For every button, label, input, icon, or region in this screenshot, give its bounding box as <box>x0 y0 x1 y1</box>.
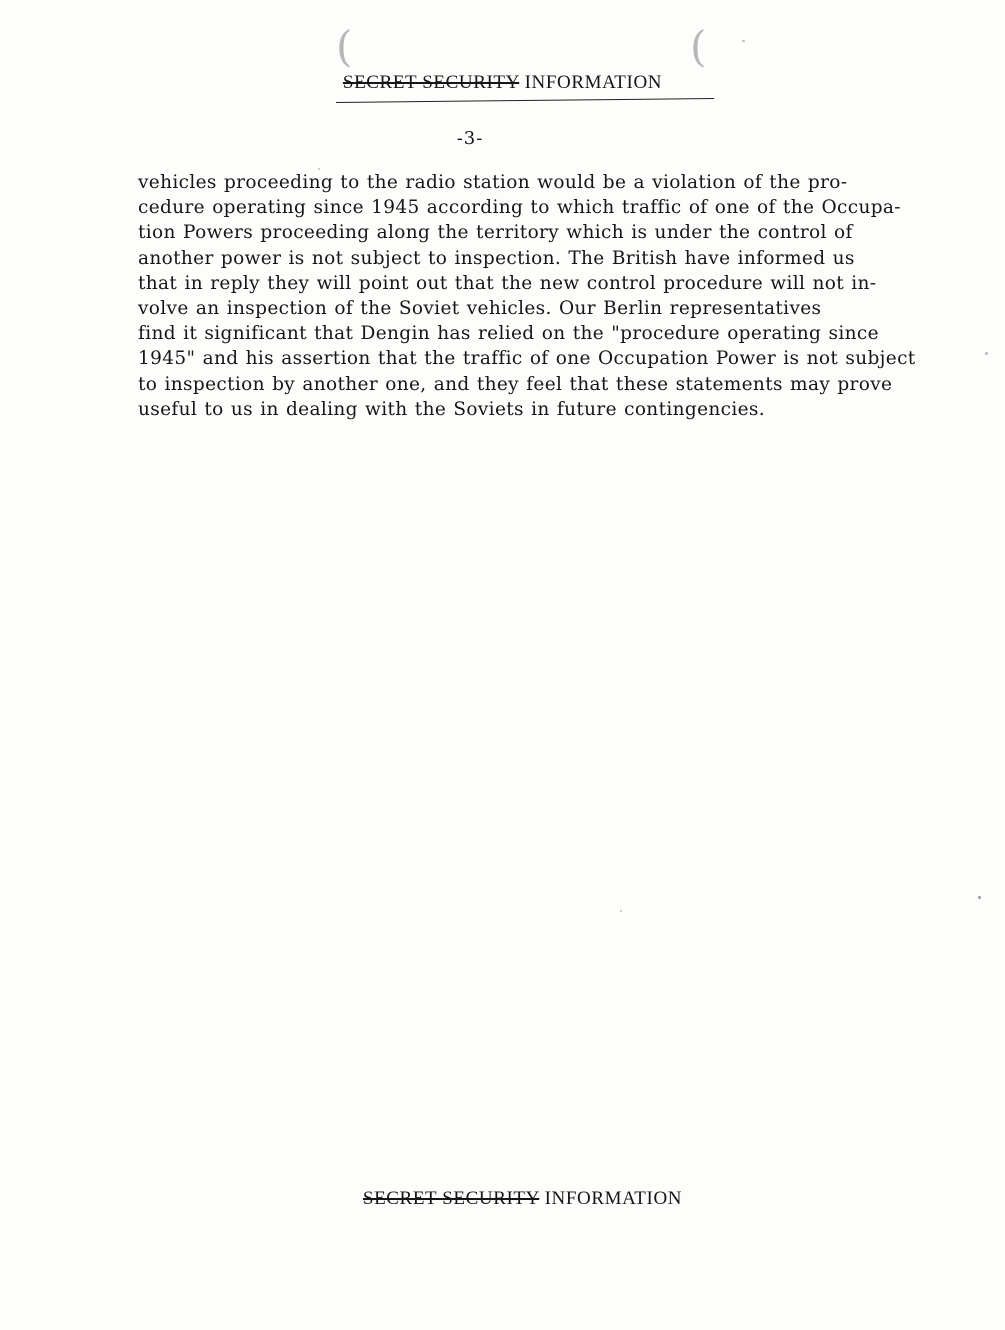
body-line: tion Powers proceeding along the territory which is under the control of <box>138 222 853 244</box>
body-line: to inspection by another one, and they feel that these statements may prove <box>138 373 893 395</box>
body-line: that in reply they will point out that the new control procedure will not in- <box>138 272 877 294</box>
body-line: 1945" and his assertion that the traffic of one Occupation Power is not subject <box>138 348 916 370</box>
body-line: vehicles proceeding to the radio station would be a violation of the pro- <box>138 172 848 193</box>
body-paragraph <box>138 170 978 422</box>
body-line: cedure operating since 1945 according to which traffic of one of the Occupa- <box>138 197 901 219</box>
footer-classification <box>0 1188 1005 1210</box>
scan-speck <box>620 910 622 912</box>
scan-mark-left: ( <box>336 22 353 71</box>
header-classification-struck: SECRET SECURITY <box>342 72 520 93</box>
body-line: find it significant that Dengin has relied on the "procedure operating since <box>138 323 879 345</box>
scan-mark-right: ( <box>690 22 707 71</box>
scan-speck <box>985 352 988 355</box>
footer-classification-struck: SECRET SECURITY <box>362 1188 540 1209</box>
scan-speck <box>978 896 981 899</box>
body-line: useful to us in dealing with the Soviets in future contingencies. <box>138 398 765 420</box>
page-number: -3- <box>456 128 484 149</box>
header-classification <box>0 72 1005 94</box>
body-line: another power is not subject to inspection. The British have informed us <box>138 247 855 269</box>
header-classification-rest: INFORMATION <box>524 72 663 93</box>
header-underline <box>336 98 714 103</box>
scan-speck <box>742 40 745 42</box>
footer-classification-rest: INFORMATION <box>544 1188 683 1209</box>
body-line: volve an inspection of the Soviet vehicles. Our Berlin representatives <box>138 298 822 320</box>
